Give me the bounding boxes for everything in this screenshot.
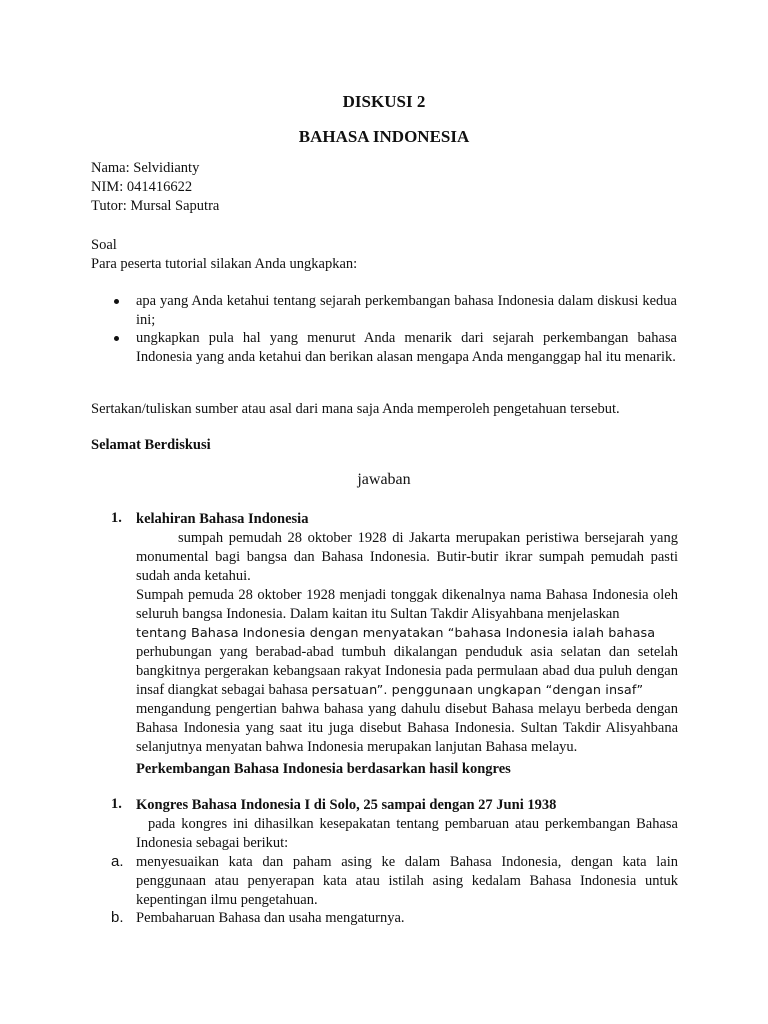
soal-sources: Sertakan/tuliskan sumber atau asal dari mana saja Anda memperoleh pengetahuan tersebut. [91, 401, 620, 417]
soal-intro: Para peserta tutorial silakan Anda ungkapkan: [91, 256, 358, 272]
section-paragraph-2a: Sumpah pemuda 28 oktober 1928 menjadi tonggak dikenalnya nama Bahasa Indonesia oleh seluruh bangsa Indonesia. Dalam kaitan itu Sultan Takdir Alisyahbana menjelaskan [136, 587, 678, 622]
list-marker: b. [111, 909, 124, 926]
identity-nim: NIM: 041416622 [91, 179, 193, 195]
section-paragraph-2d: mengandung pengertian bahwa bahasa yang dahulu disebut Bahasa melayu berbeda dengan Bahasa Indonesia yang saat itu juga disebut Bahasa Indonesia. Sultan Takdir Alisyahbana selanjutnya menyatan bahwa Indonesia merupakan lanjutan Bahasa melayu. [136, 701, 678, 755]
section-paragraph-2c-tail: persatuan”. penggunaan ungkapan “dengan insaf” [311, 683, 644, 698]
section-title: kelahiran Bahasa Indonesia [136, 511, 309, 527]
kongres-title: Kongres Bahasa Indonesia I di Solo, 25 sampai dengan 27 Juni 1938 [136, 797, 557, 813]
identity-tutor: Tutor: Mursal Saputra [91, 198, 220, 214]
section-paragraph-2c-text: perhubungan yang berabad-abad tumbuh dikalangan penduduk asia selatan dan setelah bangkitnya pergerakan kebangsaan rakyat Indonesia pada permulaan abad dua puluh dengan insaf diangkat sebagai bahasa [136, 644, 678, 698]
kongres-intro: pada kongres ini dihasilkan kesepakatan tentang pembaruan atau perkembangan Bahasa Indonesia sebagai berikut: [136, 816, 678, 851]
bullet-icon [114, 299, 119, 304]
soal-closing: Selamat Berdiskusi [91, 437, 211, 453]
identity-nama: Nama: Selvidianty [91, 160, 200, 176]
section-paragraph-2b: tentang Bahasa Indonesia dengan menyatakan “bahasa Indonesia ialah bahasa [136, 626, 656, 641]
document-subtitle: BAHASA INDONESIA [298, 127, 470, 146]
soal-label: Soal [91, 237, 117, 253]
kongres-number: 1. [111, 796, 122, 812]
soal-bullet-2: ungkapkan pula hal yang menurut Anda menarik dari sejarah perkembangan bahasa Indonesia yang anda ketahui dan berikan alasan mengapa Anda menganggap hal itu menarik. [136, 330, 677, 365]
list-marker: a. [111, 853, 124, 870]
section-number: 1. [111, 510, 122, 526]
document-title: DISKUSI 2 [342, 92, 426, 111]
bullet-icon [114, 336, 119, 341]
perkembangan-heading: Perkembangan Bahasa Indonesia berdasarkan hasil kongres [136, 761, 511, 777]
section-paragraph-1: sumpah pemudah 28 oktober 1928 di Jakarta merupakan peristiwa bersejarah yang monumental bagi bangsa dan Bahasa Indonesia. Butir-butir ikrar sumpah pemudah pasti sudah anda ketahui. [136, 530, 678, 584]
kongres-item-a: menyesuaikan kata dan paham asing ke dalam Bahasa Indonesia, dengan kata lain penggunaan atau penyerapan kata atau istilah asing kedalam Bahasa Indonesia untuk kepentingan ilmu pengetahuan. [136, 854, 678, 908]
kongres-item-b: Pembaharuan Bahasa dan usaha mengaturnya. [136, 910, 405, 926]
soal-bullet-1: apa yang Anda ketahui tentang sejarah perkembangan bahasa Indonesia dalam diskusi kedua ini; [136, 293, 677, 328]
jawaban-heading: jawaban [357, 471, 411, 488]
section-paragraph-2c [136, 643, 678, 700]
